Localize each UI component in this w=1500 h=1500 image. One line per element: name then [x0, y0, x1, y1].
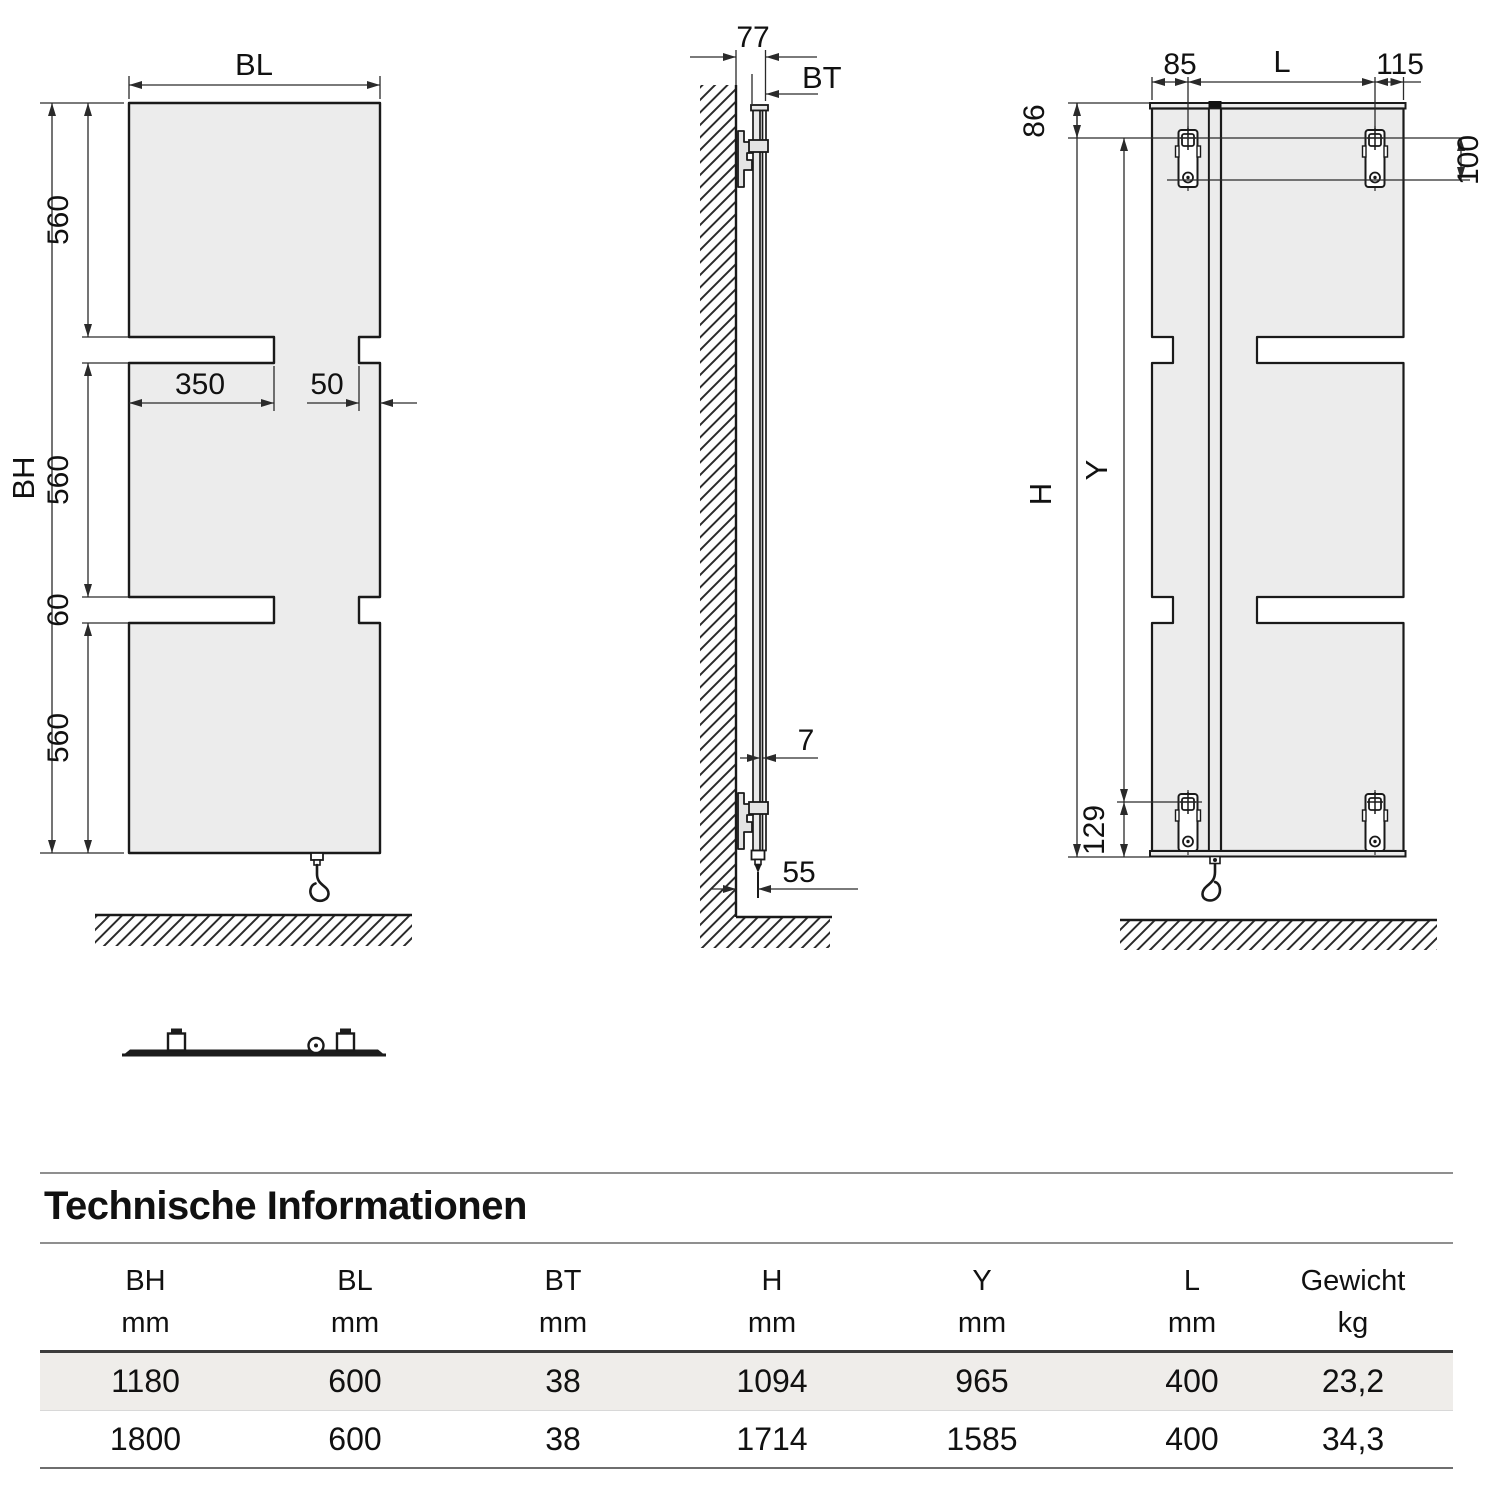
dim-label-60: 60	[42, 593, 75, 627]
dim-label-7: 7	[797, 724, 815, 757]
column-header-h: H mm	[747, 1265, 797, 1339]
cell-h-1714: 1714	[736, 1420, 808, 1457]
dim-label-y: Y	[1079, 459, 1114, 481]
table-header-row	[40, 1260, 1453, 1344]
dim-label-85: 85	[1163, 48, 1197, 81]
column-header-l: L mm	[1167, 1265, 1217, 1339]
side-view	[690, 21, 858, 948]
back-channel-block	[1209, 101, 1222, 109]
back-ground	[1120, 920, 1437, 950]
column-header-bt: BT mm	[538, 1265, 588, 1339]
mounting-bracket-bottom-left	[1176, 790, 1201, 855]
cell-l-400b: 400	[1165, 1420, 1219, 1457]
front-panel	[129, 103, 380, 853]
dim-label-l: L	[1273, 44, 1291, 79]
front-cable-hook	[310, 853, 328, 901]
back-right-panel	[1221, 109, 1404, 852]
dim-label-bt: BT	[802, 60, 842, 95]
dim-label-86: 86	[1018, 104, 1051, 138]
cell-gewicht-34-3: 34,3	[1321, 1420, 1385, 1457]
top-view-bracket-right	[337, 1029, 354, 1051]
column-header-gewicht: Gewicht kg	[1300, 1265, 1406, 1339]
mounting-bracket-top-right	[1363, 126, 1388, 191]
mounting-bracket-bottom-right	[1363, 790, 1388, 855]
side-front-plate	[763, 111, 767, 851]
dim-label-77: 77	[736, 21, 770, 54]
front-ground	[95, 915, 412, 946]
dim-label-h: H	[1023, 482, 1058, 506]
back-view	[1018, 44, 1485, 950]
cell-l-400: 400	[1165, 1363, 1219, 1399]
top-view-cable-gland	[309, 1038, 324, 1053]
side-rear-tube	[753, 111, 760, 851]
cell-y-965: 965	[955, 1363, 1009, 1399]
dim-label-115: 115	[1376, 48, 1424, 81]
dim-label-bh: BH	[6, 456, 41, 500]
column-header-y: Y mm	[957, 1265, 1007, 1339]
column-header-bh: BH mm	[121, 1265, 170, 1339]
dim-label-100: 100	[1452, 134, 1485, 186]
top-view	[122, 1029, 386, 1057]
dim-label-560-top: 560	[42, 194, 75, 246]
table-row-1800	[40, 1411, 1453, 1467]
cell-gewicht-23-2: 23,2	[1321, 1363, 1385, 1399]
cell-y-1585: 1585	[946, 1420, 1018, 1457]
dim-label-560-mid: 560	[42, 454, 75, 506]
dim-label-bl: BL	[235, 47, 273, 82]
back-channel	[1209, 109, 1221, 852]
table-row-1180	[40, 1353, 1453, 1410]
cell-bl-600: 600	[328, 1363, 382, 1399]
side-cable	[752, 851, 765, 899]
dim-label-560-bottom: 560	[42, 712, 75, 764]
table-title-rule	[40, 1242, 1453, 1244]
table-title: Technische Informationen	[44, 1184, 527, 1228]
dim-label-350: 350	[174, 368, 226, 401]
cell-bh-1800: 1800	[109, 1420, 182, 1457]
front-view	[6, 47, 417, 946]
cell-bt-38b: 38	[545, 1420, 581, 1457]
cell-bt-38: 38	[545, 1363, 581, 1399]
column-header-bl: BL mm	[330, 1265, 380, 1339]
mounting-bracket-top-left	[1176, 126, 1201, 191]
dim-label-129: 129	[1078, 804, 1111, 856]
table-bottom-rule	[40, 1467, 1453, 1469]
dim-label-55: 55	[782, 856, 816, 889]
cell-bl-600b: 600	[328, 1420, 382, 1457]
back-cable	[1203, 857, 1221, 901]
cell-h-1094: 1094	[736, 1363, 808, 1399]
back-left-column	[1152, 109, 1209, 852]
dim-label-50: 50	[310, 368, 344, 401]
top-view-bracket-left	[168, 1029, 185, 1051]
table-top-rule	[40, 1172, 1453, 1174]
cell-bh-1180: 1180	[111, 1363, 180, 1399]
